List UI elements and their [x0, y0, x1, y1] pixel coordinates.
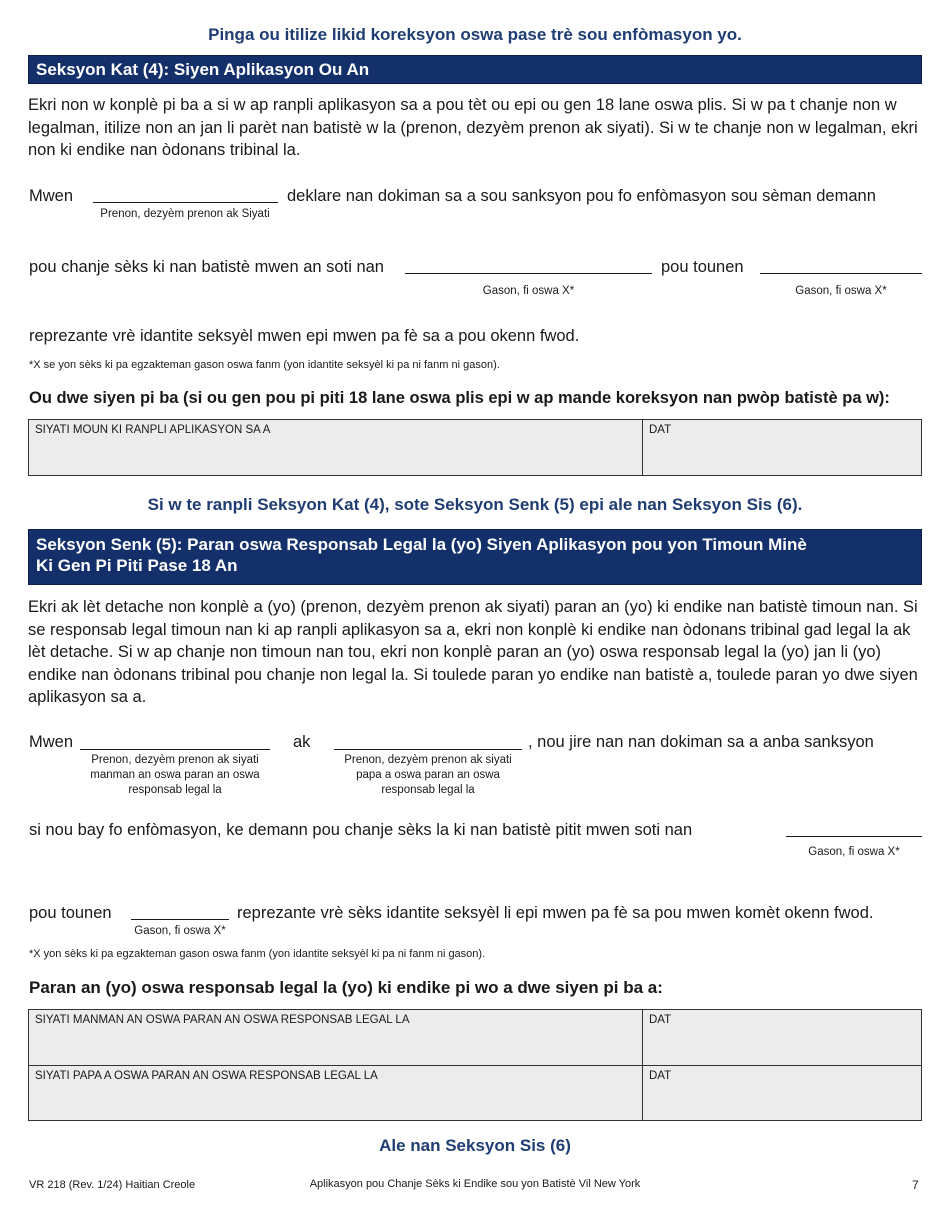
page-number: 7	[912, 1178, 919, 1192]
section-5-header	[28, 529, 922, 585]
top-instruction: Pinga ou itilize likid koreksyon oswa pase trè sou enfòmasyon yo.	[208, 25, 742, 44]
s5-signature-table	[28, 1009, 922, 1121]
sex-from-field[interactable]	[405, 273, 652, 274]
s4-line1-end: deklare nan dokiman sa a sou sanksyon pou fo enfòmasyon sou sèman demann	[287, 187, 876, 205]
sex-to-caption: Gason, fi oswa X*	[795, 285, 887, 297]
child-sex-to-caption: Gason, fi oswa X*	[134, 925, 226, 937]
section-5-intro: Ekri ak lèt detache non konplè a (yo) (prenon, dezyèm prenon ak siyati) paran an (yo) ki endike nan batistè timoun nan. Si se responsab legal timoun nan ki ap ranpli aplikasyon sa a, ekri non konplè ki endike nan òdonans tribinal gad legal la ak lèt detache. Si w ap chanje non timoun nan tou, ekri non konplè paran an (yo) oswa responsab legal la (yo) jan li (yo) endike nan òdonans tribinal pou chanje non legal la. Si toulede paran yo endike nan batistè a, toulede paran yo dwe siyen aplikasyon sa a.	[28, 598, 918, 707]
s5-line3-start: pou tounen	[29, 904, 112, 922]
s4-signature-table	[28, 419, 922, 476]
s5-line1-end: , nou jire nan nan dokiman sa a anba sanksyon	[528, 733, 874, 751]
applicant-signature-label: SIYATI MOUN KI RANPLI APLIKASYON SA A	[35, 424, 271, 436]
s4-line3: reprezante vrè idantite seksyèl mwen epi mwen pa fè sa a pou okenn fwod.	[29, 327, 580, 345]
sex-from-caption: Gason, fi oswa X*	[482, 285, 575, 297]
s5-line2: si nou bay fo enfòmasyon, ke demann pou chanje sèks la ki nan batistè pitit mwen soti nan	[29, 821, 693, 839]
s5-footnote: *X yon sèks ki pa egzakteman gason oswa fanm (yon idantite seksyèl ki pa ni fanm ni gason).	[29, 948, 486, 960]
mother-name-caption: Prenon, dezyèm prenon ak siyati manman an oswa paran an oswa responsab legal la	[90, 754, 260, 796]
father-signature-field[interactable]	[29, 1066, 643, 1121]
s4-line2-mid: pou tounen	[661, 258, 744, 276]
mother-signature-label: SIYATI MANMAN AN OSWA PARAN AN OSWA RESPONSAB LEGAL LA	[35, 1014, 410, 1026]
applicant-name-caption: Prenon, dezyèm prenon ak Siyati	[100, 208, 270, 220]
goto-section-6: Ale nan Seksyon Sis (6)	[379, 1136, 571, 1155]
skip-instruction: Si w te ranpli Seksyon Kat (4), sote Seksyon Senk (5) epi ale nan Seksyon Sis (6).	[147, 495, 803, 514]
child-sex-from-caption: Gason, fi oswa X*	[808, 846, 900, 858]
applicant-signature-field[interactable]	[29, 420, 643, 475]
mother-date-label: DAT	[649, 1014, 672, 1026]
child-sex-to-field[interactable]	[131, 919, 229, 920]
section-5-header-line1: Seksyon Senk (5): Paran oswa Responsab Legal la (yo) Siyen Aplikasyon pou yon Timoun Minè	[36, 535, 807, 554]
footer-title: Aplikasyon pou Chanje Sèks ki Endike sou yon Batistè Vil New York	[309, 1178, 641, 1190]
s4-line2-start: pou chanje sèks ki nan batistè mwen an soti nan	[29, 258, 384, 276]
mother-name-field[interactable]	[80, 749, 270, 750]
s4-sign-heading: Ou dwe siyen pi ba (si ou gen pou pi piti 18 lane oswa plis epi w ap mande koreksyon nan pwòp batistè pa w):	[29, 389, 890, 407]
s4-footnote: *X se yon sèks ki pa egzakteman gason oswa fanm (yon idantite seksyèl ki pa ni fanm ni gason).	[29, 359, 500, 371]
s5-sign-heading: Paran an (yo) oswa responsab legal la (yo) ki endike pi wo a dwe siyen pi ba a:	[29, 978, 663, 997]
father-date-label: DAT	[649, 1070, 672, 1082]
s5-line1-and: ak	[293, 733, 311, 751]
s5-line1-start: Mwen	[29, 733, 74, 751]
section-4-header: Seksyon Kat (4): Siyen Aplikasyon Ou An	[28, 55, 922, 84]
father-name-field[interactable]	[334, 749, 522, 750]
section-5-header-line2: Ki Gen Pi Piti Pase 18 An	[36, 556, 238, 575]
applicant-date-field[interactable]	[643, 420, 921, 475]
s5-line3-end: reprezante vrè sèks idantite seksyèl li epi mwen pa fè sa pou mwen komèt okenn fwod.	[237, 904, 874, 922]
mother-signature-field[interactable]	[29, 1010, 643, 1065]
father-signature-label: SIYATI PAPA A OSWA PARAN AN OSWA RESPONSAB LEGAL LA	[35, 1070, 378, 1082]
mother-date-field[interactable]	[643, 1010, 921, 1065]
s4-line1-start: Mwen	[29, 187, 74, 205]
footer-form-id: VR 218 (Rev. 1/24) Haitian Creole	[29, 1179, 196, 1191]
father-date-field[interactable]	[643, 1066, 921, 1121]
applicant-date-label: DAT	[649, 424, 672, 436]
section-4-intro: Ekri non w konplè pi ba a si w ap ranpli aplikasyon sa a pou tèt ou epi ou gen 18 lane oswa plis. Si w pa t chanje non w legalman, itilize non an jan li parèt nan batistè w la (prenon, dezyèm prenon ak siyati). Si w te chanje non w legalman, ekri non ki endike nan òdonans tribinal la.	[28, 96, 918, 160]
father-name-caption: Prenon, dezyèm prenon ak siyati papa a oswa paran an oswa responsab legal la	[344, 754, 512, 796]
child-sex-from-field[interactable]	[786, 836, 922, 837]
applicant-name-field[interactable]	[93, 202, 278, 203]
sex-to-field[interactable]	[760, 273, 922, 274]
